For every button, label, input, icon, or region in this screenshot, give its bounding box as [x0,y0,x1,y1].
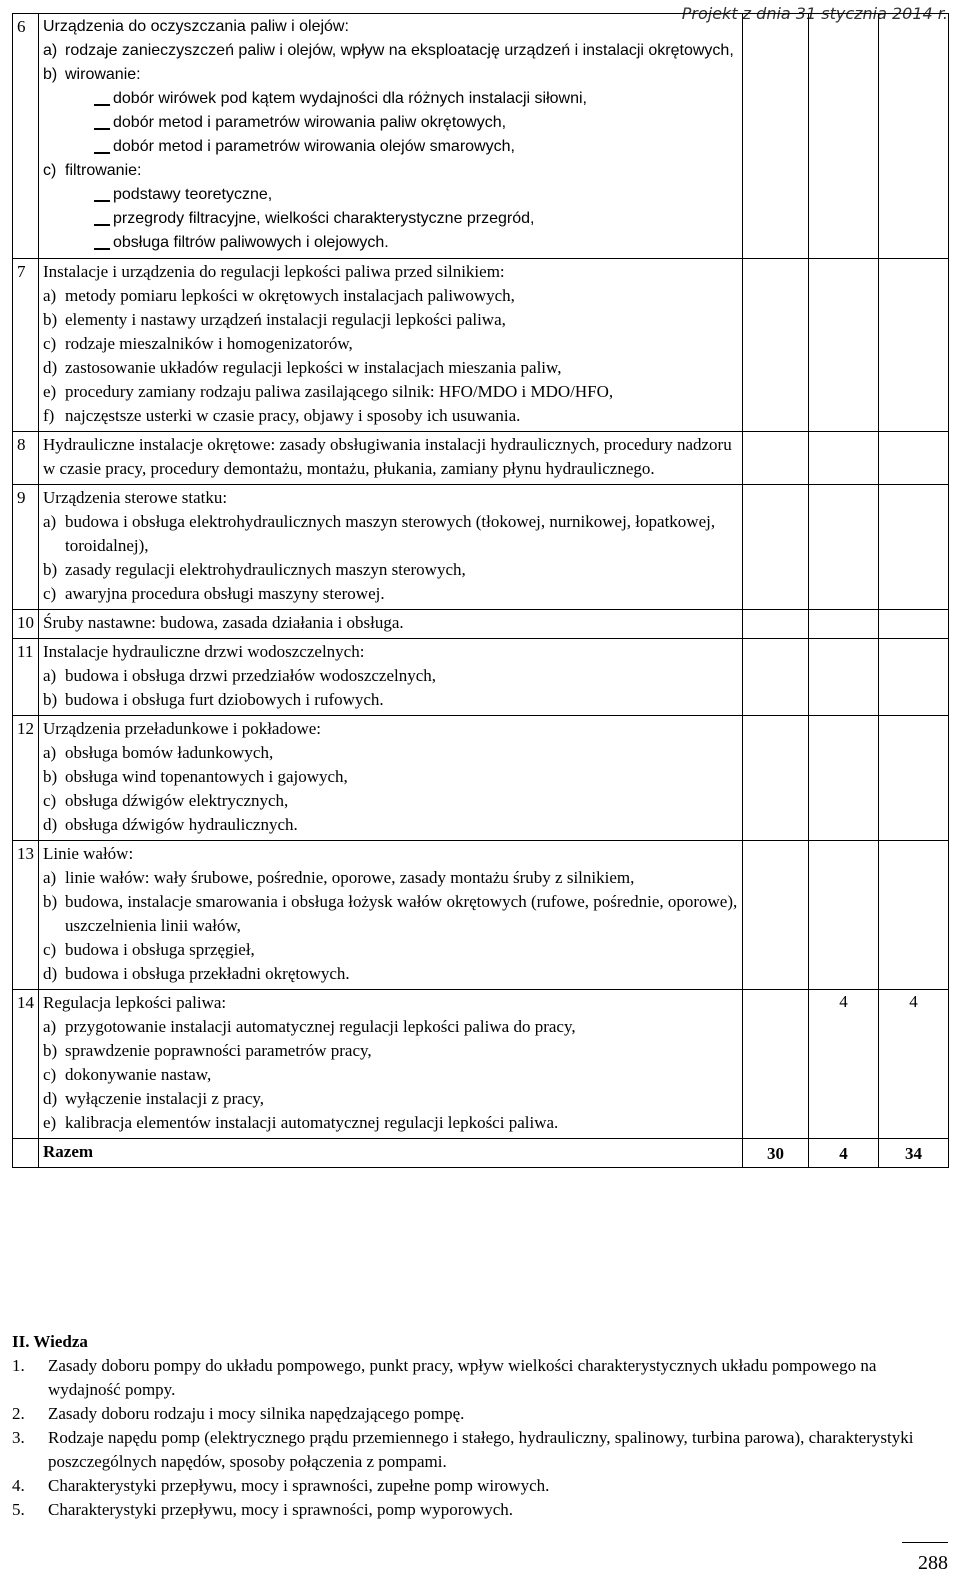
list-item-text: budowa i obsługa sprzęgieł, [65,940,255,959]
list-item-label: d) [43,964,58,983]
list-item-text: wirowanie: [65,66,141,83]
knowledge-heading: II. Wiedza [12,1332,88,1351]
hours-cell-c1 [743,14,809,259]
knowledge-item-text: Rodzaje napędu pomp (elektrycznego prądu przemiennego i stałego, hydrauliczny, spalinowy, turbina parowa), charakterystyki poszczególnych napędów, sposoby połączenia z pompami. [48,1428,914,1471]
hours-cell-c3 [879,716,949,841]
list-item [43,380,738,404]
row-content [39,841,743,990]
total-number-cell [13,1139,39,1168]
list-item-label: c) [43,1065,57,1084]
list-item-text: dokonywanie nastaw, [65,1065,212,1084]
list-item-label: c) [43,584,57,603]
hours-cell-c3 [879,610,949,639]
list-item-text: filtrowanie: [65,162,142,179]
list-item-text: zasady regulacji elektrohydraulicznych maszyn sterowych, [65,560,466,579]
document-header: Projekt z dnia 31 stycznia 2014 r. [681,4,948,23]
row-number: 6 [13,14,39,259]
row-title: Urządzenia sterowe statku: [43,488,228,507]
list-item-label: a) [43,512,57,531]
list-item-text: procedury zamiany rodzaju paliwa zasilającego silnik: HFO/MDO i MDO/HFO, [65,382,614,401]
list-item-label: a) [43,42,58,59]
list-item-label: d) [43,1089,58,1108]
list-item [43,938,738,962]
knowledge-section [12,1330,948,1522]
hours-cell-c3 [879,841,949,990]
list-item [43,308,738,332]
hours-cell-c1 [743,841,809,990]
table-row [13,432,949,485]
row-title: Regulacja lepkości paliwa: [43,993,227,1012]
list-item [43,1087,738,1111]
list-item-label: c) [43,162,57,179]
row-title: Urządzenia przeładunkowe i pokładowe: [43,719,322,738]
table-row [13,639,949,716]
dash-item: dobór metod i parametrów wirowania olejów smarowych, [43,135,738,159]
knowledge-item [12,1498,948,1522]
list-item-label: b) [43,690,58,709]
list-item [43,688,738,712]
list-item [43,866,738,890]
list-item [43,765,738,789]
list-item [43,813,738,837]
dash-item: dobór wirówek pod kątem wydajności dla różnych instalacji siłowni, [43,87,738,111]
knowledge-item-number: 5. [12,1500,25,1519]
knowledge-item-number: 2. [12,1404,25,1423]
row-number: 10 [13,610,39,639]
hours-cell-c2 [809,432,879,485]
hours-cell-c2 [809,259,879,432]
list-item-text: przygotowanie instalacji automatycznej regulacji lepkości paliwa do pracy, [65,1017,576,1036]
list-item-text: zastosowanie układów regulacji lepkości w instalacjach mieszania paliw, [65,358,562,377]
list-item [43,789,738,813]
row-title: Linie wałów: [43,844,134,863]
hours-cell-c2 [809,610,879,639]
list-item-text: obsługa wind topenantowych i gajowych, [65,767,348,786]
total-c1: 30 [743,1139,809,1168]
hours-cell-c2 [809,841,879,990]
row-content [39,432,743,485]
list-item [43,1111,738,1135]
knowledge-item-number: 3. [12,1428,25,1447]
list-item [43,284,738,308]
list-item-label: a) [43,1017,57,1036]
dash-item: podstawy teoretyczne, [43,183,738,207]
list-item-text: rodzaje zanieczyszczeń paliw i olejów, wpływ na eksploatację urządzeń i instalacji okrętowych, [65,42,734,59]
list-item [43,890,738,938]
table-row [13,841,949,990]
hours-cell-c1 [743,639,809,716]
row-number: 7 [13,259,39,432]
total-c2: 4 [809,1139,879,1168]
list-item-text: obsługa dźwigów elektrycznych, [65,791,289,810]
hours-cell-c2 [809,14,879,259]
list-item [43,510,738,558]
hours-cell-c1 [743,990,809,1139]
hours-cell-c2 [809,716,879,841]
hours-cell-c1 [743,716,809,841]
row-title: Instalacje i urządzenia do regulacji lepkości paliwa przed silnikiem: [43,262,505,281]
list-item-text: rodzaje mieszalników i homogenizatorów, [65,334,353,353]
row-content [39,639,743,716]
total-label: Razem [39,1139,743,1168]
page-number: 288 [918,1552,948,1574]
list-item-label: c) [43,334,57,353]
page-number-rule [902,1542,948,1543]
list-item [43,741,738,765]
knowledge-item-number: 4. [12,1476,25,1495]
knowledge-item-text: Charakterystyki przepływu, mocy i sprawności, zupełne pomp wirowych. [48,1476,550,1495]
list-item-label: b) [43,66,58,83]
list-item [43,404,738,428]
row-number: 11 [13,639,39,716]
list-item [43,159,738,183]
list-item [43,664,738,688]
hours-cell-c3 [879,259,949,432]
row-content [39,610,743,639]
knowledge-item [12,1474,948,1498]
list-item-label: c) [43,940,57,959]
hours-cell-c3 [879,14,949,259]
list-item-label: a) [43,666,57,685]
list-item-label: a) [43,286,57,305]
hours-cell-c1 [743,259,809,432]
list-item-label: b) [43,560,58,579]
hours-cell-c1 [743,610,809,639]
list-item-text: linie wałów: wały śrubowe, pośrednie, oporowe, zasady montażu śruby z silnikiem, [65,868,635,887]
list-item [43,1015,738,1039]
list-item [43,39,738,63]
list-item-text: elementy i nastawy urządzeń instalacji regulacji lepkości paliwa, [65,310,506,329]
hours-cell-c2: 4 [809,990,879,1139]
list-item [43,356,738,380]
row-number: 13 [13,841,39,990]
list-item-label: a) [43,868,57,887]
list-item-label: a) [43,743,57,762]
list-item [43,558,738,582]
knowledge-item-text: Zasady doboru pompy do układu pompowego, punkt pracy, wpływ wielkości charakterystycznych układu pompowego na wydajność pompy. [48,1356,877,1399]
table-row [13,259,949,432]
list-item [43,1039,738,1063]
knowledge-item [12,1402,948,1426]
row-title: Urządzenia do oczyszczania paliw i olejów: [43,18,349,35]
list-item-label: b) [43,892,58,911]
hours-cell-c2 [809,639,879,716]
list-item [43,63,738,87]
list-item-label: f) [43,406,55,425]
dash-item: dobór metod i parametrów wirowania paliw okrętowych, [43,111,738,135]
total-c3: 34 [879,1139,949,1168]
hours-cell-c2 [809,485,879,610]
table-row [13,716,949,841]
list-item-text: najczęstsze usterki w czasie pracy, objawy i sposoby ich usuwania. [65,406,521,425]
row-title: Hydrauliczne instalacje okrętowe: zasady obsługiwania instalacji hydraulicznych, procedury nadzoru w czasie pracy, procedury demontażu, montażu, płukania, zamiany płynu hydraulicznego. [43,435,732,478]
row-content [39,990,743,1139]
row-number: 12 [13,716,39,841]
table-row [13,14,949,259]
total-row [13,1139,949,1168]
row-number: 8 [13,432,39,485]
list-item [43,332,738,356]
row-number: 14 [13,990,39,1139]
dash-item: przegrody filtracyjne, wielkości charakterystyczne przegród, [43,207,738,231]
list-item-label: c) [43,791,57,810]
dash-item: obsługa filtrów paliwowych i olejowych. [43,231,738,255]
list-item-label: d) [43,358,58,377]
list-item [43,1063,738,1087]
knowledge-item [12,1354,948,1402]
list-item-text: kalibracja elementów instalacji automatycznej regulacji lepkości paliwa. [65,1113,559,1132]
knowledge-item [12,1426,948,1474]
list-item-text: budowa i obsługa furt dziobowych i rufowych. [65,690,384,709]
list-item-text: budowa i obsługa elektrohydraulicznych maszyn sterowych (tłokowej, nurnikowej, łopatkowej, toroidalnej), [65,512,716,555]
row-content [39,259,743,432]
list-item-label: b) [43,1041,58,1060]
list-item-text: metody pomiaru lepkości w okrętowych instalacjach paliwowych, [65,286,515,305]
list-item-text: awaryjna procedura obsługi maszyny sterowej. [65,584,385,603]
knowledge-item-number: 1. [12,1356,25,1375]
hours-cell-c1 [743,432,809,485]
list-item-text: obsługa bomów ładunkowych, [65,743,274,762]
knowledge-item-text: Charakterystyki przepływu, mocy i sprawności, pomp wyporowych. [48,1500,514,1519]
curriculum-table [12,13,949,1168]
row-title: Śruby nastawne: budowa, zasada działania i obsługa. [43,613,404,632]
list-item-text: budowa, instalacje smarowania i obsługa łożysk wałów okrętowych (rufowe, pośrednie, oporowe), uszczelnienia linii wałów, [65,892,738,935]
row-title: Instalacje hydrauliczne drzwi wodoszczelnych: [43,642,365,661]
hours-cell-c3: 4 [879,990,949,1139]
list-item-text: sprawdzenie poprawności parametrów pracy, [65,1041,372,1060]
hours-cell-c3 [879,432,949,485]
list-item-label: b) [43,767,58,786]
row-number: 9 [13,485,39,610]
list-item-label: b) [43,310,58,329]
row-content [39,14,743,259]
list-item-text: wyłączenie instalacji z pracy, [65,1089,265,1108]
table-row [13,485,949,610]
knowledge-item-text: Zasady doboru rodzaju i mocy silnika napędzającego pompę. [48,1404,465,1423]
row-content [39,485,743,610]
table-row [13,990,949,1139]
list-item-text: obsługa dźwigów hydraulicznych. [65,815,298,834]
list-item-label: e) [43,382,57,401]
hours-cell-c3 [879,485,949,610]
hours-cell-c3 [879,639,949,716]
list-item-text: budowa i obsługa przekładni okrętowych. [65,964,350,983]
table-row [13,610,949,639]
list-item-label: d) [43,815,58,834]
row-content [39,716,743,841]
list-item-label: e) [43,1113,57,1132]
list-item [43,962,738,986]
list-item [43,582,738,606]
hours-cell-c1 [743,485,809,610]
list-item-text: budowa i obsługa drzwi przedziałów wodoszczelnych, [65,666,437,685]
